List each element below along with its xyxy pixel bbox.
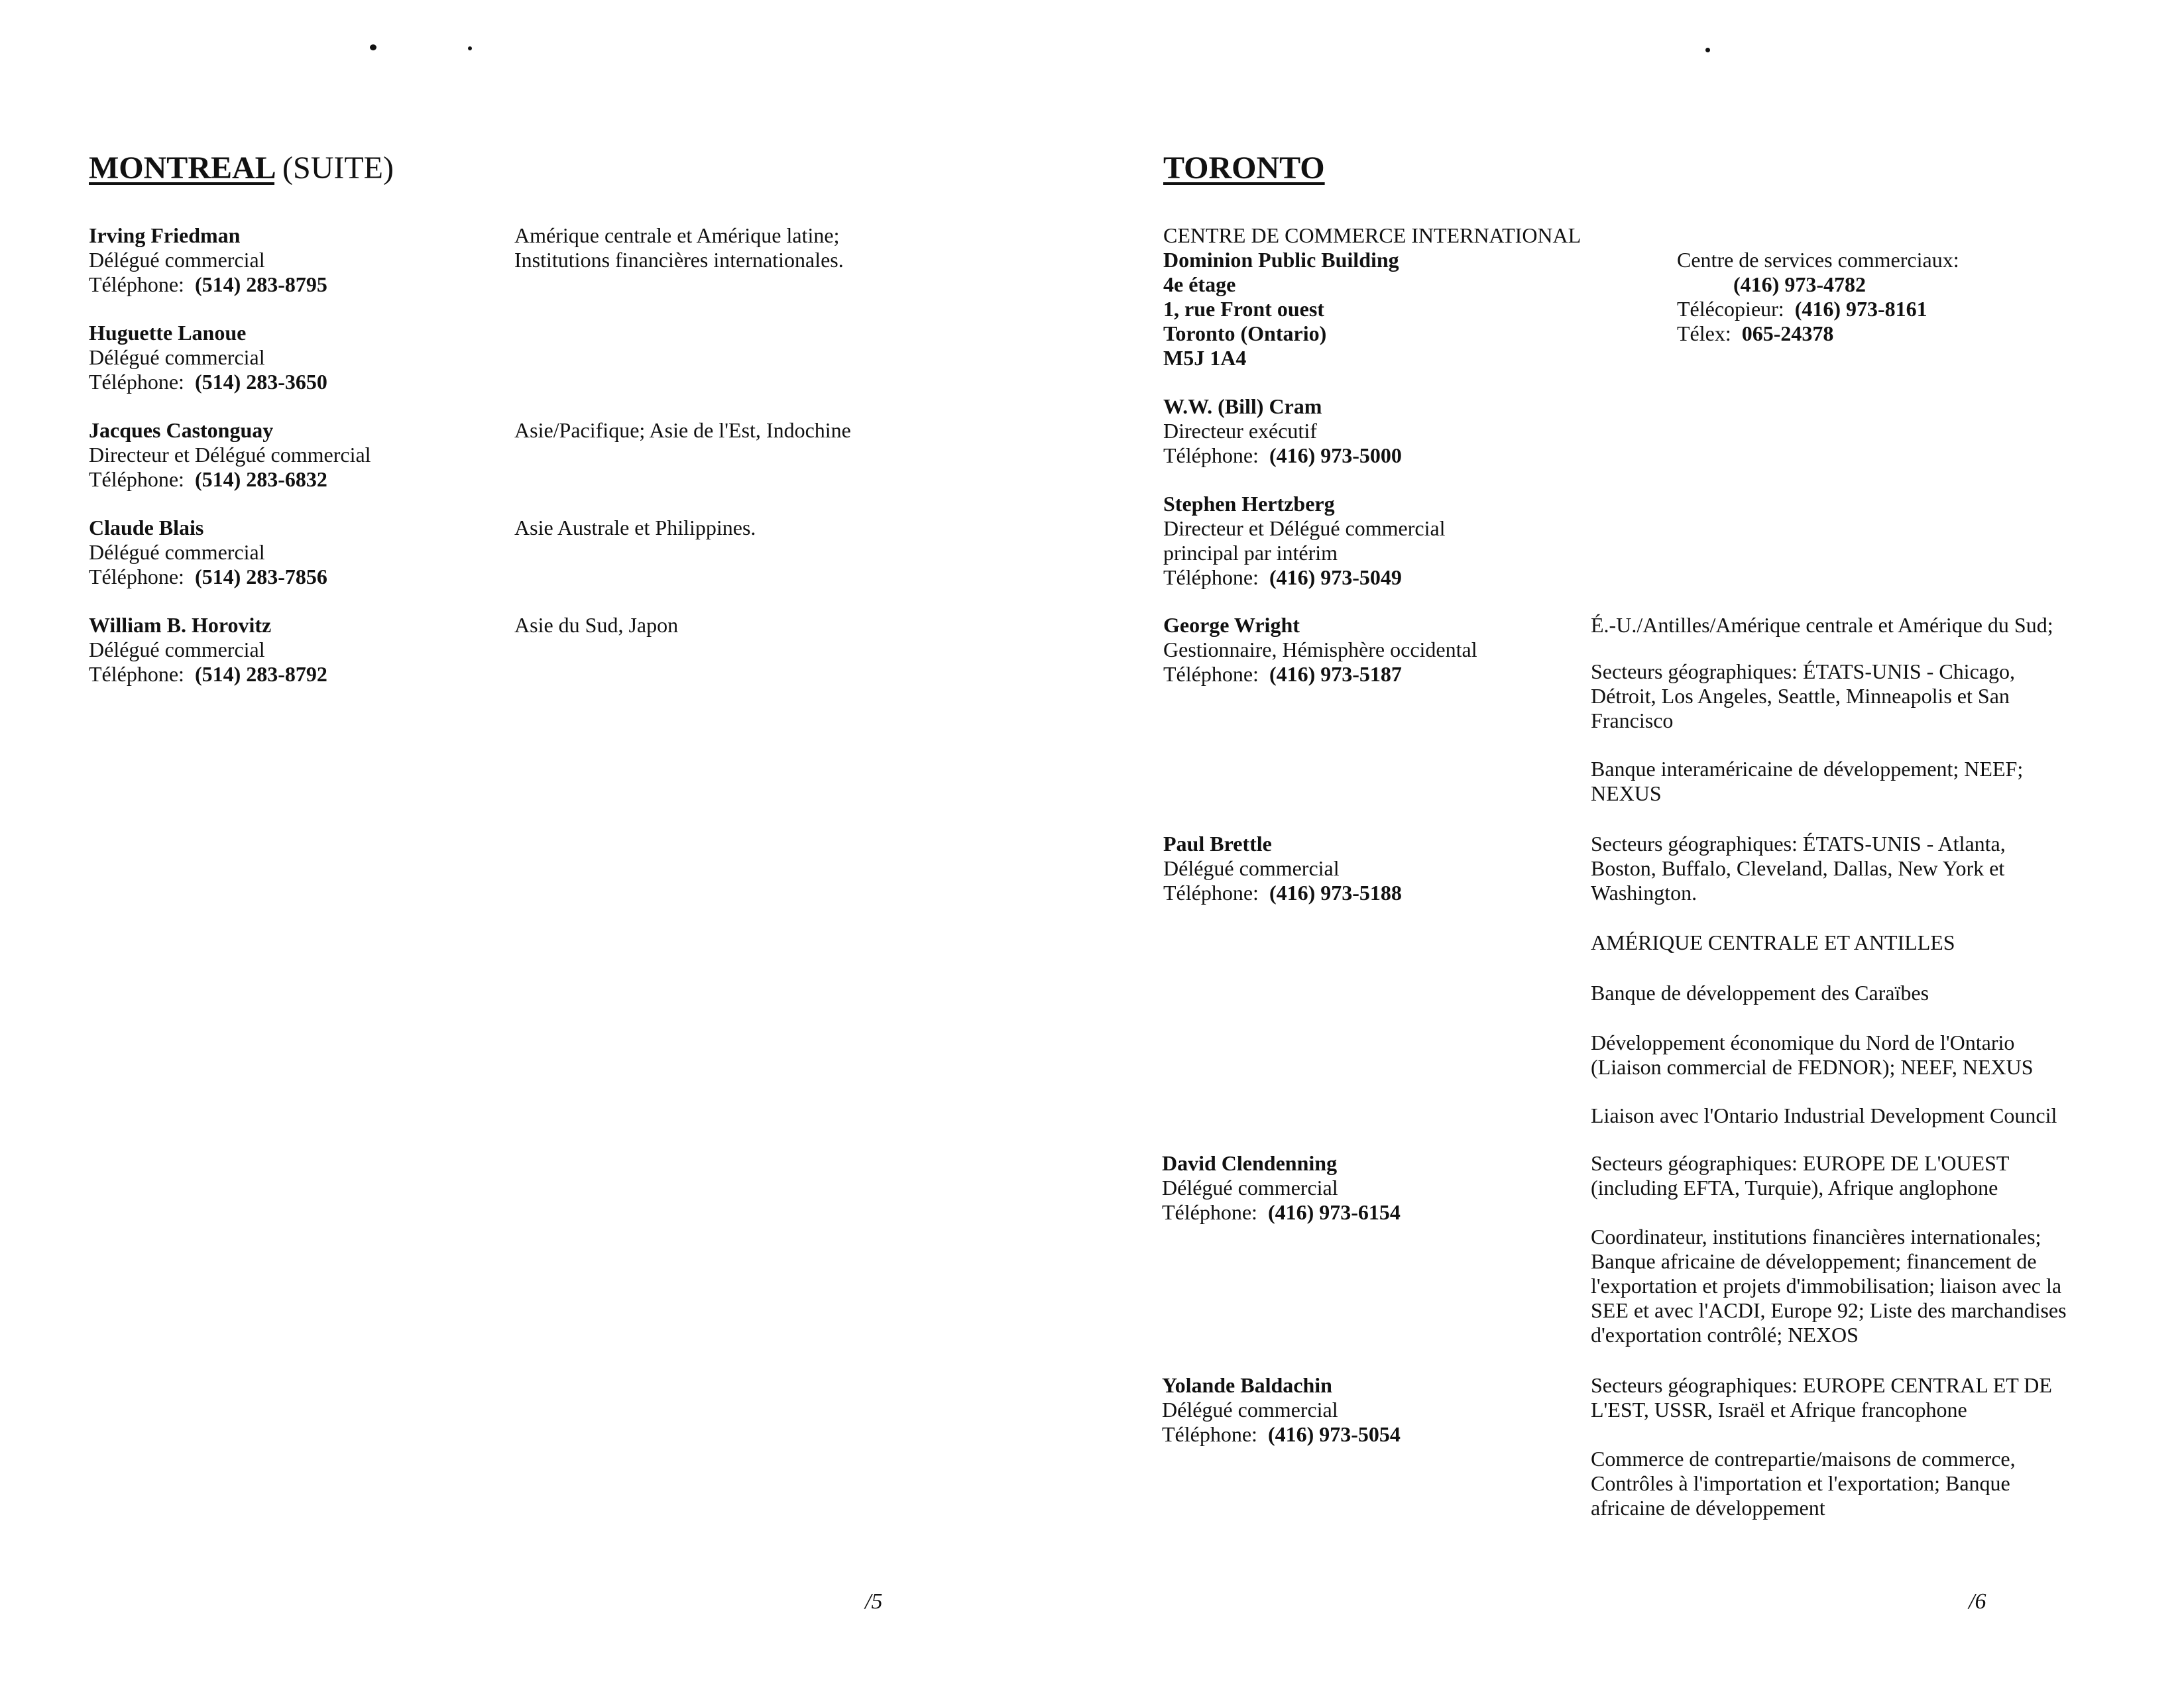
contact-responsibilities: [514, 418, 851, 443]
contact-title: Gestionnaire, Hémisphère occidental: [1163, 638, 1477, 661]
responsibility-note: [1591, 981, 1929, 1005]
note-line: NEXUS: [1591, 781, 1662, 805]
contact-name: David Clendenning: [1162, 1151, 1338, 1175]
responsibility-note: [1591, 930, 1955, 955]
note-line: l'exportation et projets d'immobilisation; liaison avec la: [1591, 1274, 2062, 1298]
contact-name: Huguette Lanoue: [89, 321, 247, 345]
contact-block: [1162, 1151, 1401, 1225]
note-line: Secteurs géographiques: EUROPE DE L'OUEST: [1591, 1151, 2010, 1175]
responsibility-note: [1591, 1151, 2009, 1200]
contact-title: Directeur exécutif: [1163, 419, 1317, 443]
contact-title: Directeur et Délégué commercial: [89, 443, 371, 467]
responsibility-note: [1591, 659, 2015, 733]
contact-phone: Téléphone: (514) 283-6832: [89, 467, 327, 491]
note-line: Boston, Buffalo, Cleveland, Dallas, New York et: [1591, 856, 2005, 880]
city-name: TORONTO: [1163, 150, 1325, 186]
address-line: Toronto (Ontario): [1163, 321, 1327, 345]
contact-block: [1163, 394, 1402, 468]
note-line: L'EST, USSR, Israël et Afrique francophone: [1591, 1398, 1967, 1422]
note-line: d'exportation contrôlé; NEXOS: [1591, 1323, 1859, 1347]
contact-phone: Téléphone: (416) 973-6154: [1162, 1200, 1401, 1224]
city-name: MONTREAL: [89, 150, 275, 186]
address-line: 1, rue Front ouest: [1163, 297, 1324, 321]
contact-title: Délégué commercial: [1163, 856, 1340, 880]
contact-phone: Téléphone: (416) 973-5049: [1163, 565, 1402, 589]
scan-speck: [468, 46, 472, 50]
responsibility-note: [1591, 757, 2023, 806]
contact-name: Irving Friedman: [89, 223, 241, 247]
responsibility-note: [1591, 832, 2006, 905]
note-line: Secteurs géographiques: ÉTATS-UNIS - Chicago,: [1591, 659, 2015, 683]
note-line: (including EFTA, Turquie), Afrique anglophone: [1591, 1176, 1998, 1200]
contact-title: Délégué commercial: [89, 540, 265, 564]
note-line: africaine de développement: [1591, 1496, 1825, 1520]
note-line: Secteurs géographiques: EUROPE CENTRAL ET DE: [1591, 1373, 2052, 1397]
note-line: É.-U./Antilles/Amérique centrale et Amérique du Sud;: [1591, 613, 2053, 637]
heading-suffix: (SUITE): [282, 150, 394, 186]
page-number: /6: [1969, 1589, 1986, 1614]
contact-phone: Téléphone: (416) 973-5188: [1163, 881, 1402, 905]
responsibility-note: [1591, 1103, 2057, 1128]
scan-speck: [1705, 48, 1710, 52]
note-line: Commerce de contrepartie/maisons de commerce,: [1591, 1447, 2016, 1471]
note-line: Développement économique du Nord de l'Ontario: [1591, 1031, 2015, 1054]
note-line: AMÉRIQUE CENTRALE ET ANTILLES: [1591, 930, 1955, 954]
contact-title: Délégué commercial: [89, 345, 265, 369]
note-line: Coordinateur, institutions financières internationales;: [1591, 1225, 2041, 1249]
contact-name: W.W. (Bill) Cram: [1163, 394, 1322, 418]
page-number: /5: [865, 1589, 883, 1614]
contact-responsibilities: [514, 223, 844, 272]
note-line: Asie Australe et Philippines.: [514, 516, 756, 539]
services-label: Centre de services commerciaux:: [1677, 248, 1959, 272]
note-line: Francisco: [1591, 708, 1674, 732]
telex-line: Télex: 065-24378: [1677, 321, 1834, 345]
contact-name: William B. Horovitz: [89, 613, 272, 637]
contact-title: Délégué commercial: [1162, 1176, 1338, 1200]
note-line: Secteurs géographiques: ÉTATS-UNIS - Atlanta,: [1591, 832, 2006, 856]
contact-block: [89, 321, 327, 394]
note-line: Banque de développement des Caraïbes: [1591, 981, 1929, 1005]
contact-name: George Wright: [1163, 613, 1300, 637]
contact-name: Stephen Hertzberg: [1163, 492, 1335, 516]
note-line: Amérique centrale et Amérique latine;: [514, 223, 840, 247]
note-line: Asie/Pacifique; Asie de l'Est, Indochine: [514, 418, 851, 442]
contact-block: [1163, 832, 1402, 905]
note-line: Institutions financières internationales.: [514, 248, 844, 272]
responsibility-note: [1591, 1225, 2067, 1347]
section-heading-montreal: [89, 150, 394, 186]
address-line: Dominion Public Building: [1163, 248, 1399, 272]
contact-phone: Téléphone: (514) 283-7856: [89, 565, 327, 589]
contact-phone: Téléphone: (416) 973-5054: [1162, 1422, 1401, 1446]
contact-name: Paul Brettle: [1163, 832, 1272, 856]
section-heading-toronto: [1163, 150, 1325, 186]
contact-phone: Téléphone: (416) 973-5000: [1163, 443, 1402, 467]
contact-title: Délégué commercial: [89, 248, 265, 272]
contact-title: principal par intérim: [1163, 541, 1338, 565]
note-line: Banque africaine de développement; financement de: [1591, 1249, 2037, 1273]
address-line: 4e étage: [1163, 272, 1236, 296]
note-line: Liaison avec l'Ontario Industrial Development Council: [1591, 1103, 2057, 1127]
contact-block: [1162, 1373, 1401, 1447]
note-line: Asie du Sud, Japon: [514, 613, 679, 637]
contact-title: Délégué commercial: [89, 638, 265, 661]
note-line: Washington.: [1591, 881, 1697, 905]
contact-phone: Téléphone: (514) 283-3650: [89, 370, 327, 394]
responsibility-note: [1591, 1031, 2034, 1080]
contact-name: Yolande Baldachin: [1162, 1373, 1332, 1397]
contact-phone: Téléphone: (416) 973-5187: [1163, 662, 1402, 686]
contact-phone: Téléphone: (514) 283-8792: [89, 662, 327, 686]
right-page: [1092, 0, 2184, 1686]
office-contact-numbers: [1677, 248, 1959, 346]
note-line: Contrôles à l'importation et l'exportation; Banque: [1591, 1471, 2010, 1495]
contact-name: Jacques Castonguay: [89, 418, 274, 442]
contact-block: [1163, 613, 1477, 687]
contact-block: [1163, 492, 1446, 590]
responsibility-note: [1591, 1447, 2016, 1520]
contact-name: Claude Blais: [89, 516, 204, 539]
responsibility-note: [1591, 613, 2053, 638]
contact-phone: Téléphone: (514) 283-8795: [89, 272, 327, 296]
responsibility-note: [1591, 1373, 2052, 1422]
contact-responsibilities: [514, 516, 756, 540]
contact-block: [89, 516, 327, 589]
contact-block: [89, 223, 327, 297]
contact-title: Délégué commercial: [1162, 1398, 1338, 1422]
note-line: (Liaison commercial de FEDNOR); NEEF, NEXUS: [1591, 1055, 2034, 1079]
note-line: Banque interaméricaine de développement; NEEF;: [1591, 757, 2024, 781]
contact-responsibilities: [514, 613, 678, 638]
office-address-block: [1163, 223, 1581, 370]
scan-speck: [370, 44, 376, 50]
fax-line: Télécopieur: (416) 973-8161: [1677, 297, 1927, 321]
services-phone: (416) 973-4782: [1733, 272, 1866, 296]
contact-block: [89, 613, 327, 687]
office-name: CENTRE DE COMMERCE INTERNATIONAL: [1163, 223, 1581, 247]
note-line: Détroit, Los Angeles, Seattle, Minneapolis et San: [1591, 684, 2010, 708]
address-line: M5J 1A4: [1163, 346, 1247, 370]
contact-title: Directeur et Délégué commercial: [1163, 516, 1446, 540]
contact-block: [89, 418, 371, 492]
note-line: SEE et avec l'ACDI, Europe 92; Liste des marchandises: [1591, 1298, 2067, 1322]
